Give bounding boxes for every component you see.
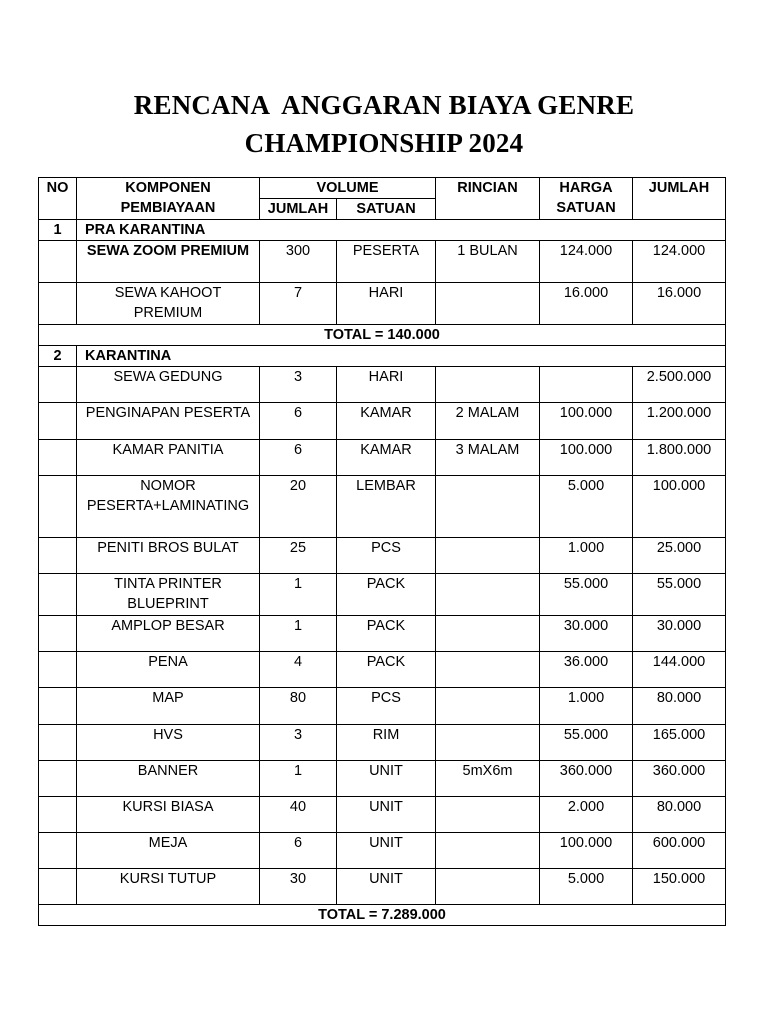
komponen-cell: PENGINAPAN PESERTA <box>77 403 260 440</box>
rincian-cell: 1 BULAN <box>436 241 540 283</box>
volume-jumlah-cell: 300 <box>260 241 337 283</box>
jumlah-cell: 1.800.000 <box>633 440 726 476</box>
rincian-cell: 2 MALAM <box>436 403 540 440</box>
section-total: TOTAL = 140.000 <box>39 325 726 346</box>
komponen-cell: SEWA KAHOOT PREMIUM <box>77 283 260 325</box>
rincian-cell: 3 MALAM <box>436 440 540 476</box>
volume-satuan-cell: HARI <box>337 367 436 403</box>
volume-jumlah-cell: 1 <box>260 761 337 797</box>
rincian-cell <box>436 616 540 652</box>
volume-jumlah-cell: 6 <box>260 440 337 476</box>
volume-jumlah-cell: 1 <box>260 616 337 652</box>
komponen-cell: TINTA PRINTER BLUEPRINT <box>77 574 260 616</box>
jumlah-cell: 16.000 <box>633 283 726 325</box>
header-komponen: KOMPONEN PEMBIAYAAN <box>77 178 260 220</box>
total-row <box>39 325 726 346</box>
table-row <box>39 403 726 440</box>
jumlah-cell: 100.000 <box>633 476 726 538</box>
section-number: 2 <box>39 346 77 367</box>
harga-satuan-cell: 100.000 <box>540 833 633 869</box>
header-rincian: RINCIAN <box>436 178 540 220</box>
komponen-cell: HVS <box>77 725 260 761</box>
volume-jumlah-cell: 6 <box>260 833 337 869</box>
title-line-2: CHAMPIONSHIP 2024 <box>244 128 524 158</box>
volume-satuan-cell: PACK <box>337 616 436 652</box>
rincian-cell <box>436 688 540 725</box>
rincian-cell <box>436 797 540 833</box>
table-row <box>39 797 726 833</box>
komponen-cell: MEJA <box>77 833 260 869</box>
volume-jumlah-cell: 6 <box>260 403 337 440</box>
row-no-cell <box>39 616 77 652</box>
volume-jumlah-cell: 25 <box>260 538 337 574</box>
budget-table <box>38 177 726 926</box>
harga-satuan-cell <box>540 367 633 403</box>
header-volume-satuan: SATUAN <box>337 199 436 220</box>
volume-jumlah-cell: 40 <box>260 797 337 833</box>
harga-satuan-cell: 55.000 <box>540 725 633 761</box>
jumlah-cell: 55.000 <box>633 574 726 616</box>
section-header-row <box>39 220 726 241</box>
jumlah-cell: 80.000 <box>633 688 726 725</box>
row-no-cell <box>39 403 77 440</box>
total-row <box>39 905 726 926</box>
table-row <box>39 367 726 403</box>
header-volume-jumlah: JUMLAH <box>260 199 337 220</box>
table-row <box>39 833 726 869</box>
row-no-cell <box>39 440 77 476</box>
harga-satuan-cell: 5.000 <box>540 476 633 538</box>
title-line-1: RENCANA ANGGARAN BIAYA GENRE <box>133 90 635 120</box>
table-row <box>39 574 726 616</box>
jumlah-cell: 360.000 <box>633 761 726 797</box>
volume-jumlah-cell: 1 <box>260 574 337 616</box>
row-no-cell <box>39 725 77 761</box>
section-header-row <box>39 346 726 367</box>
jumlah-cell: 165.000 <box>633 725 726 761</box>
table-row <box>39 538 726 574</box>
harga-satuan-cell: 30.000 <box>540 616 633 652</box>
header-volume: VOLUME <box>260 178 436 199</box>
rincian-cell <box>436 574 540 616</box>
row-no-cell <box>39 797 77 833</box>
komponen-cell: PENA <box>77 652 260 688</box>
jumlah-cell: 144.000 <box>633 652 726 688</box>
table-row <box>39 283 726 325</box>
row-no-cell <box>39 283 77 325</box>
jumlah-cell: 25.000 <box>633 538 726 574</box>
komponen-cell: MAP <box>77 688 260 725</box>
volume-jumlah-cell: 3 <box>260 725 337 761</box>
volume-satuan-cell: PCS <box>337 688 436 725</box>
header-harga-satuan: HARGA SATUAN <box>540 178 633 220</box>
row-no-cell <box>39 869 77 905</box>
table-row <box>39 652 726 688</box>
harga-satuan-cell: 2.000 <box>540 797 633 833</box>
header-no: NO <box>39 178 77 220</box>
rincian-cell <box>436 476 540 538</box>
volume-jumlah-cell: 4 <box>260 652 337 688</box>
volume-satuan-cell: PACK <box>337 574 436 616</box>
row-no-cell <box>39 761 77 797</box>
komponen-cell: KURSI TUTUP <box>77 869 260 905</box>
row-no-cell <box>39 688 77 725</box>
harga-satuan-cell: 36.000 <box>540 652 633 688</box>
row-no-cell <box>39 574 77 616</box>
komponen-cell: SEWA ZOOM PREMIUM <box>77 241 260 283</box>
volume-satuan-cell: UNIT <box>337 761 436 797</box>
document-title <box>0 86 768 162</box>
volume-satuan-cell: PACK <box>337 652 436 688</box>
rincian-cell <box>436 538 540 574</box>
komponen-cell: KAMAR PANITIA <box>77 440 260 476</box>
volume-jumlah-cell: 7 <box>260 283 337 325</box>
volume-satuan-cell: PCS <box>337 538 436 574</box>
harga-satuan-cell: 124.000 <box>540 241 633 283</box>
volume-satuan-cell: UNIT <box>337 833 436 869</box>
row-no-cell <box>39 833 77 869</box>
volume-satuan-cell: KAMAR <box>337 440 436 476</box>
header-jumlah: JUMLAH <box>633 178 726 220</box>
table-row <box>39 761 726 797</box>
jumlah-cell: 150.000 <box>633 869 726 905</box>
table-row <box>39 241 726 283</box>
komponen-cell: NOMOR PESERTA+LAMINATING <box>77 476 260 538</box>
table-row <box>39 688 726 725</box>
komponen-cell: SEWA GEDUNG <box>77 367 260 403</box>
rincian-cell <box>436 367 540 403</box>
header-row-1 <box>39 178 726 199</box>
volume-satuan-cell: UNIT <box>337 797 436 833</box>
volume-satuan-cell: RIM <box>337 725 436 761</box>
jumlah-cell: 124.000 <box>633 241 726 283</box>
volume-satuan-cell: PESERTA <box>337 241 436 283</box>
table-row <box>39 869 726 905</box>
section-name: PRA KARANTINA <box>77 220 726 241</box>
komponen-cell: AMPLOP BESAR <box>77 616 260 652</box>
volume-satuan-cell: UNIT <box>337 869 436 905</box>
jumlah-cell: 600.000 <box>633 833 726 869</box>
volume-jumlah-cell: 80 <box>260 688 337 725</box>
section-name: KARANTINA <box>77 346 726 367</box>
volume-jumlah-cell: 30 <box>260 869 337 905</box>
row-no-cell <box>39 476 77 538</box>
harga-satuan-cell: 360.000 <box>540 761 633 797</box>
rincian-cell <box>436 869 540 905</box>
harga-satuan-cell: 5.000 <box>540 869 633 905</box>
volume-satuan-cell: KAMAR <box>337 403 436 440</box>
volume-satuan-cell: LEMBAR <box>337 476 436 538</box>
komponen-cell: KURSI BIASA <box>77 797 260 833</box>
harga-satuan-cell: 100.000 <box>540 440 633 476</box>
komponen-cell: BANNER <box>77 761 260 797</box>
table-row <box>39 725 726 761</box>
table-row <box>39 440 726 476</box>
komponen-cell: PENITI BROS BULAT <box>77 538 260 574</box>
section-number: 1 <box>39 220 77 241</box>
row-no-cell <box>39 652 77 688</box>
jumlah-cell: 30.000 <box>633 616 726 652</box>
harga-satuan-cell: 100.000 <box>540 403 633 440</box>
harga-satuan-cell: 16.000 <box>540 283 633 325</box>
rincian-cell <box>436 725 540 761</box>
row-no-cell <box>39 538 77 574</box>
volume-satuan-cell: HARI <box>337 283 436 325</box>
table-row <box>39 616 726 652</box>
volume-jumlah-cell: 3 <box>260 367 337 403</box>
row-no-cell <box>39 367 77 403</box>
row-no-cell <box>39 241 77 283</box>
rincian-cell <box>436 283 540 325</box>
harga-satuan-cell: 1.000 <box>540 538 633 574</box>
volume-jumlah-cell: 20 <box>260 476 337 538</box>
harga-satuan-cell: 1.000 <box>540 688 633 725</box>
jumlah-cell: 80.000 <box>633 797 726 833</box>
jumlah-cell: 2.500.000 <box>633 367 726 403</box>
rincian-cell: 5mX6m <box>436 761 540 797</box>
section-total: TOTAL = 7.289.000 <box>39 905 726 926</box>
table-row <box>39 476 726 538</box>
rincian-cell <box>436 833 540 869</box>
rincian-cell <box>436 652 540 688</box>
harga-satuan-cell: 55.000 <box>540 574 633 616</box>
jumlah-cell: 1.200.000 <box>633 403 726 440</box>
